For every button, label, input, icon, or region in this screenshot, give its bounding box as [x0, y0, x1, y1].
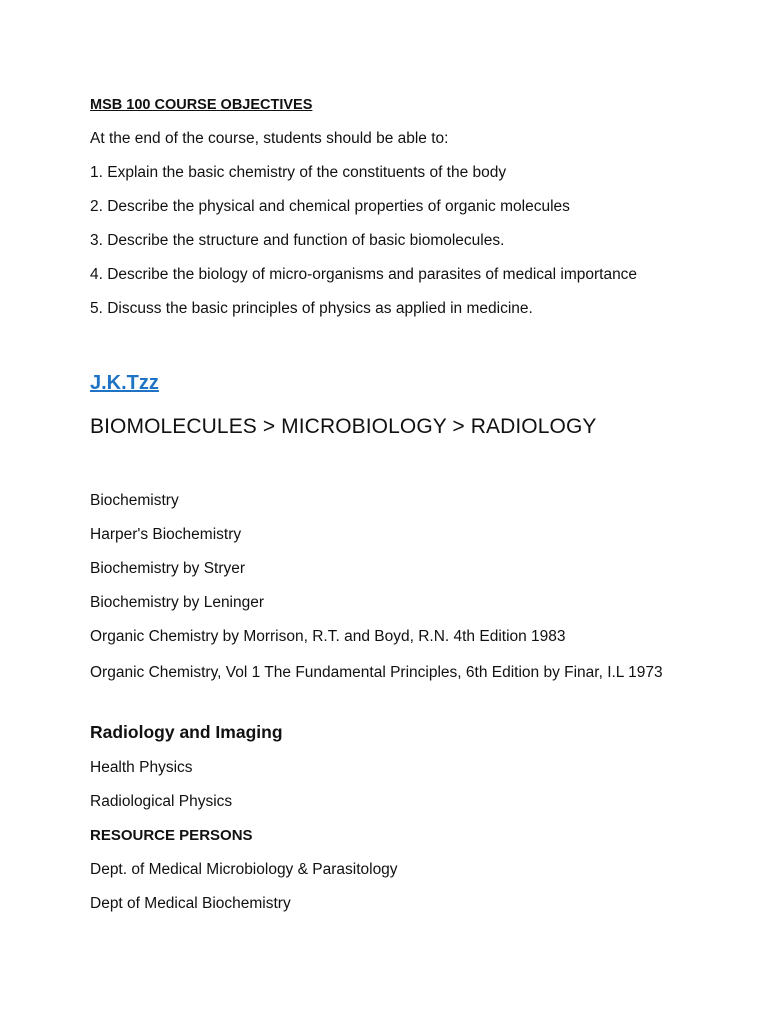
book-item: Biochemistry: [90, 492, 179, 509]
course-objectives-heading: MSB 100 COURSE OBJECTIVES: [90, 97, 313, 113]
radiology-item: Radiological Physics: [90, 793, 233, 810]
resource-item: Dept of Medical Biochemistry: [90, 895, 291, 912]
author-link[interactable]: J.K.Tzz: [90, 372, 159, 394]
radiology-heading: Radiology and Imaging: [90, 722, 283, 742]
book-item: Biochemistry by Leninger: [90, 594, 265, 611]
topics-title: BIOMOLECULES > MICROBIOLOGY > RADIOLOGY: [90, 415, 597, 438]
radiology-item: Health Physics: [90, 759, 193, 776]
book-item: Organic Chemistry by Morrison, R.T. and Boyd, R.N. 4th Edition 1983: [90, 628, 566, 645]
book-item: Organic Chemistry, Vol 1 The Fundamental Principles, 6th Edition by Finar, I.L 1973: [90, 664, 663, 681]
course-intro: At the end of the course, students should be able to:: [90, 130, 449, 147]
objective-item: 4. Describe the biology of micro-organisms and parasites of medical importance: [90, 266, 638, 283]
objective-item: 5. Discuss the basic principles of physics as applied in medicine.: [90, 300, 533, 317]
resource-item: Dept. of Medical Microbiology & Parasitology: [90, 861, 398, 878]
objective-item: 2. Describe the physical and chemical properties of organic molecules: [90, 198, 570, 215]
objective-item: 3. Describe the structure and function of basic biomolecules.: [90, 232, 505, 249]
book-item: Biochemistry by Stryer: [90, 560, 246, 577]
objective-item: 1. Explain the basic chemistry of the constituents of the body: [90, 164, 507, 181]
book-item: Harper's Biochemistry: [90, 526, 242, 543]
resource-persons-heading: RESOURCE PERSONS: [90, 827, 253, 844]
